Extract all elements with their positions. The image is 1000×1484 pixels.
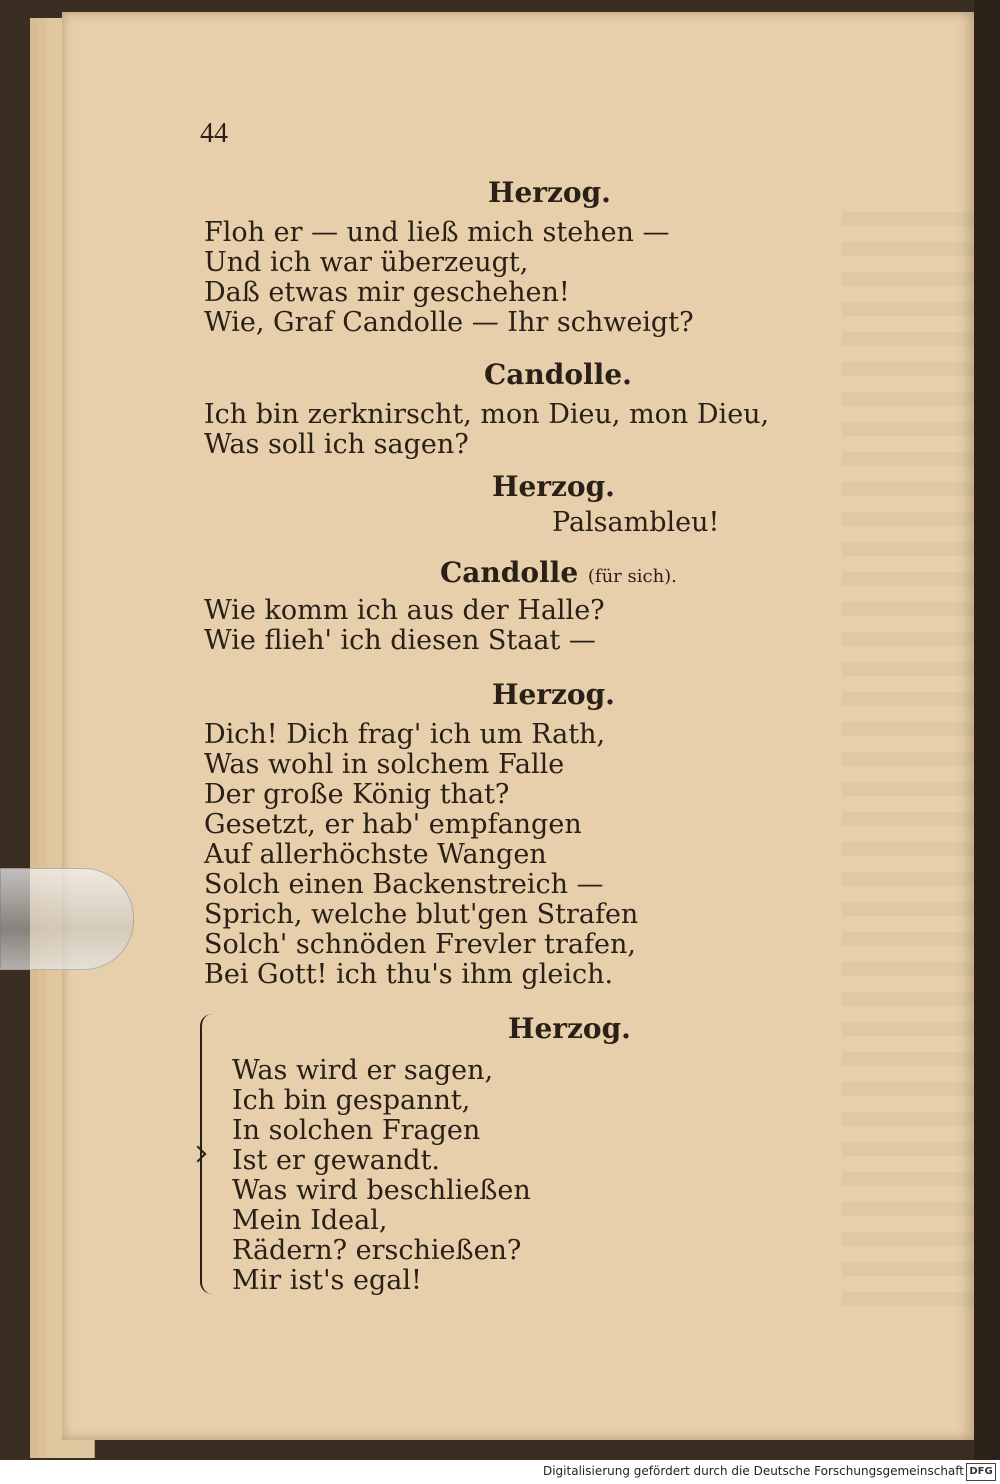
verse-line: Solch' schnöden Frevler trafen, — [204, 929, 636, 960]
verse-line: Wie komm ich aus der Halle? — [204, 595, 605, 626]
speaker-heading: Herzog. — [492, 678, 615, 711]
verse-line: Auf allerhöchste Wangen — [204, 839, 547, 870]
verse-line: Ist er gewandt. — [232, 1145, 440, 1176]
speaker-heading: Candolle. — [484, 358, 632, 391]
verse-line: Wie, Graf Candolle — Ihr schweigt? — [204, 307, 694, 338]
verse-line: Bei Gott! ich thu's ihm gleich. — [204, 959, 614, 990]
page-number: 44 — [200, 118, 228, 149]
verse-line: In solchen Fragen — [232, 1115, 481, 1146]
verse-line: Was wohl in solchem Falle — [204, 749, 565, 780]
verse-line: Mir ist's egal! — [232, 1265, 422, 1296]
verse-line: Ich bin zerknirscht, mon Dieu, mon Dieu, — [204, 399, 770, 430]
dfg-logo: DFG — [966, 1463, 996, 1481]
verse-line: Und ich war überzeugt, — [204, 247, 529, 278]
glass-page-weight — [0, 868, 134, 970]
verse-line: Daß etwas mir geschehen! — [204, 277, 570, 308]
verse-line: Dich! Dich frag' ich um Rath, — [204, 719, 606, 750]
verse-line: Was soll ich sagen? — [204, 429, 469, 460]
verse-line: Was wird beschließen — [232, 1175, 531, 1206]
binding-strip — [974, 0, 1000, 1460]
footer — [0, 1460, 1000, 1484]
speaker-heading: Herzog. — [492, 470, 615, 503]
verse-line: Rädern? erschießen? — [232, 1235, 522, 1266]
speaker-heading — [440, 556, 677, 589]
verse-line: Gesetzt, er hab' empfangen — [204, 809, 582, 840]
verse-line: Ich bin gespannt, — [232, 1085, 471, 1116]
verse-line: Solch einen Backenstreich — — [204, 869, 604, 900]
verse-line: Palsambleu! — [552, 507, 720, 538]
verse-line: Floh er — und ließ mich stehen — — [204, 217, 670, 248]
speaker-heading: Herzog. — [488, 176, 611, 209]
verse-line: Wie flieh' ich diesen Staat — — [204, 625, 596, 656]
speaker-name: Candolle — [440, 556, 579, 589]
verse-line: Was wird er sagen, — [232, 1055, 494, 1086]
footer-credit: Digitalisierung gefördert durch die Deutsche Forschungsgemeinschaft — [542, 1464, 964, 1478]
speaker-heading: Herzog. — [508, 1012, 631, 1045]
stage-direction: (für sich). — [587, 566, 677, 587]
verse-line: Mein Ideal, — [232, 1205, 388, 1236]
verse-line: Sprich, welche blut'gen Strafen — [204, 899, 639, 930]
verse-line: Der große König that? — [204, 779, 510, 810]
